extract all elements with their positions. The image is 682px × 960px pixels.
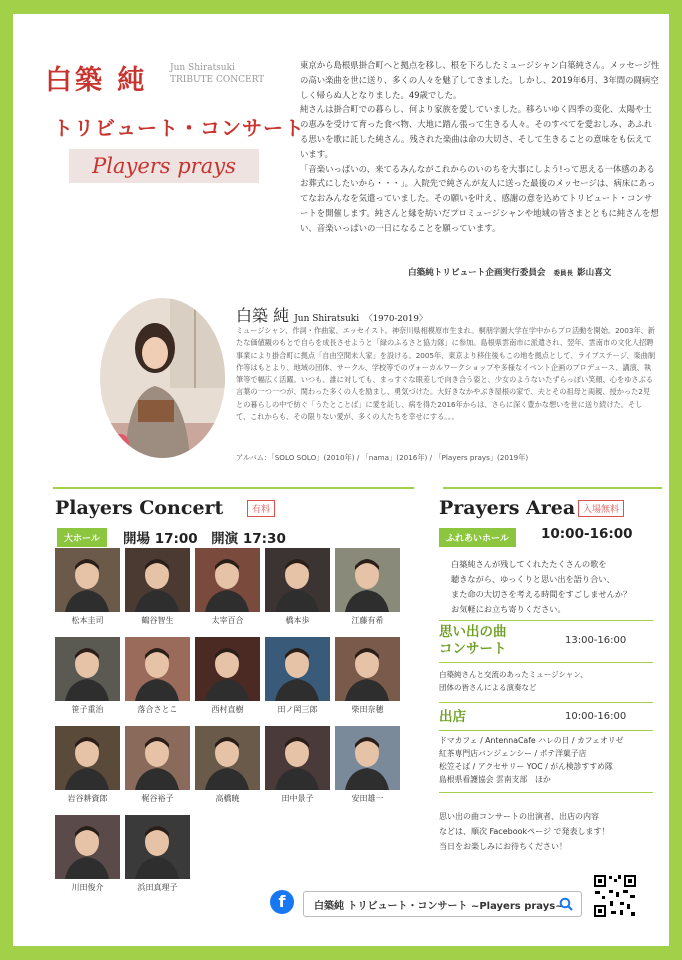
- facebook-search-bar[interactable]: [303, 891, 582, 917]
- facebook-search-text: 白築純 トリビュート・コンサート ~Players prays~: [314, 901, 564, 912]
- facebook-icon[interactable]: f: [270, 890, 294, 914]
- performer-name: 鶴谷智生: [141, 616, 174, 625]
- shop-line: 紅茶専門店バンジェンシー / ポテ洋菓子店: [439, 749, 587, 758]
- performer-photo: [195, 726, 260, 790]
- shops-title: 出店: [439, 709, 466, 725]
- facebook-note: [439, 809, 654, 854]
- shops-time: 10:00-16:00: [565, 711, 627, 722]
- prayers-intro-line: お気軽にお立ち寄りください。: [451, 604, 566, 614]
- chair-name: 影山喜文: [577, 268, 612, 278]
- note-line: などは、順次 Facebookページ で発表します！: [439, 827, 610, 836]
- script-title-banner: Players prays: [69, 149, 259, 183]
- intro-paragraph: 東京から島根県掛合町へと拠点を移し、根を下ろしたミュージシャン白築純さん。メッセージ性の高い楽曲を世に送り、多くの人々を魅了してきました。しかし、2019年6月、3年間の闘病空しく帰らぬ人となりました。49歳でした。: [300, 60, 660, 100]
- performer-photo: [125, 548, 190, 612]
- title-subtitle: トリビュート・コンサート: [53, 116, 305, 140]
- intro-paragraph: 「音楽いっぱいの、来てるみんながこれからのいのちを大事にしよう!って思える一体感のあるお葬式にしたいから・・・」。入院先で純さんが友人に送った最後のメッセージは、病床にあってなおみんなを気遣っていました。その願いを叶え、感謝の意を込めてトリビュート・コンサートを開催します。純さんと縁を紡いだプロミュージシャンや地域の皆さまとともに純さんを想い、音楽いっぱいの一日になることを願っています。: [300, 163, 659, 233]
- prayers-time: 10:00-16:00: [541, 526, 633, 542]
- performer-photo: [55, 726, 120, 790]
- performer-name: 田中景子: [281, 794, 314, 803]
- flyer-page: [13, 14, 669, 946]
- album-list: アルバム：「SOLO SOLO」(2010年) / 「nama」(2016年) / 「Players prays」(2019年): [236, 453, 529, 462]
- performer-photo: [265, 726, 330, 790]
- title-en-line2: TRIBUTE CONCERT: [170, 75, 265, 85]
- performer-photo: [335, 637, 400, 701]
- performer-photo: [125, 815, 190, 879]
- shops-top-rule: [439, 702, 653, 703]
- performer-photo: [265, 637, 330, 701]
- performer-photo: [335, 726, 400, 790]
- performer-photo: [195, 548, 260, 612]
- performer-name: 太宰百合: [211, 616, 244, 625]
- prayers-intro: [451, 557, 651, 617]
- note-line: 思い出の曲コンサートの出演者、出店の内容: [439, 812, 599, 821]
- performer-name: 西村直樹: [211, 705, 244, 714]
- performer-name: 柴田奈穂: [351, 705, 384, 714]
- qr-code[interactable]: [593, 874, 637, 918]
- intro-text: [300, 58, 660, 236]
- performer-name: 橋本歩: [285, 616, 310, 625]
- shops-list: [439, 734, 623, 786]
- memory-desc-line: 団体の皆さんによる演奏など: [439, 683, 537, 692]
- memory-title-line2: コンサート: [439, 641, 507, 657]
- performer-name: 岩谷耕資郎: [67, 794, 108, 803]
- performer-name: 江藤有希: [351, 616, 384, 625]
- memory-top-rule: [439, 620, 653, 621]
- performer-photo: [335, 548, 400, 612]
- title-name: 白築 純: [45, 65, 148, 96]
- shop-line: 松笠そば / アクセサリー YOC / がん検診すすめ隊: [439, 762, 613, 771]
- memory-time: 13:00-16:00: [565, 635, 627, 646]
- note-line: 当日をお楽しみにお待ちください！: [439, 842, 567, 851]
- performer-name: 笹子重治: [71, 705, 104, 714]
- performer-photo: [55, 815, 120, 879]
- shops-bottom-rule: [439, 792, 653, 793]
- memory-description: [439, 668, 588, 694]
- performer-name: 松本圭司: [71, 616, 104, 625]
- performer-photo: [125, 726, 190, 790]
- performer-photo: [55, 637, 120, 701]
- prayers-intro-line: 聴きながら、ゆっくりと思い出を語り合い、: [451, 574, 615, 584]
- performer-photo: [55, 548, 120, 612]
- prayers-venue-label: ふれあいホール: [439, 528, 516, 547]
- performer-photo: [195, 637, 260, 701]
- intro-paragraph: 純さんは掛合町での暮らし、何より家族を愛していました。移ろいゆく四季の変化、太陽や土の恵みを受けて育った食べ物、大地に踏ん張って生きる人々。そのすべてを愛おしみ、あふれる思いを歌に託した純さん。残された楽曲は命の大切さ、そして生きることの意味をも伝えています。: [300, 104, 653, 159]
- performer-name: 安田雄一: [351, 794, 384, 803]
- memory-title-line1: 思い出の曲: [439, 624, 507, 640]
- performer-photo: [125, 637, 190, 701]
- memory-desc-line: 白築純さんと交流のあったミュージシャン、: [439, 670, 588, 679]
- chair-role: 委員長: [553, 269, 574, 277]
- title-en-line1: Jun Shiratsuki: [170, 63, 235, 73]
- performer-name: 田ノ岡三郎: [277, 705, 318, 714]
- shop-line: 島根県看護協会 雲南支部 ほか: [439, 775, 551, 784]
- performer-name: 梶谷裕子: [141, 794, 174, 803]
- bio-name-en: Jun Shiratsuki: [294, 314, 360, 324]
- performer-name: 高橋暁: [215, 794, 240, 803]
- performer-name: 浜田真理子: [137, 883, 178, 892]
- bio-name: 白築 純: [236, 306, 290, 325]
- players-concert-title: Players Concert: [55, 497, 224, 519]
- performer-name: 落合さとこ: [137, 705, 178, 714]
- committee-name: 白築純トリビュート企画実行委員会: [408, 268, 546, 278]
- bio-years: 〈1970-2019〉: [364, 314, 428, 324]
- players-time: 開場 17:00 開演 17:30: [123, 531, 286, 547]
- shops-mid-rule: [439, 730, 653, 731]
- memory-mid-rule: [439, 662, 653, 663]
- title-english: [170, 62, 264, 86]
- performer-photo: [265, 548, 330, 612]
- bio-text: ミュージシャン、作詞・作曲家、エッセイスト。神奈川県相模原市生まれ。桐朋学園大学在学中からプロ活動を開始。2003年、新たな価値観のもとで自らを成長させようと「緑のふるさと協力隊」に参加。島根県雲南市に派遣され、翌年、雲南市の文化人招聘事業により掛合町に拠点「自由空間未人家」を設ける。2005年、東京より移住後もこの地を拠点として、ライブステージ、楽曲制作等はもとより、地域の団体、サークル、学校等でのヴォーカルワークショップや多様なイベント企画のプロデュース、講演、執筆等で幅広く活躍。いつも、誰に対しても、まっすぐな眼差しで向き合う姿と、少女のようないたずらっぽい笑顔、心をゆさぶる言葉の一つ一つが、関わった多くの人を励まし、勇気づけた。大好きなかやぶき屋根の家で、夫とその祖母と両親、授かった2児との暮らしの中で紡ぐ「うたとことば」に愛を託し、病を得た2016年からは、さらに深く豊かな想いを世に送り続けた。そして、これからも、その限りない愛が、多くの人たちを幸せにする。。。: [236, 326, 656, 422]
- players-concert-tag: 有料: [247, 500, 275, 517]
- search-icon[interactable]: [559, 897, 573, 911]
- prayers-intro-line: また命の大切さを考える時間をすごしませんか？: [451, 589, 632, 599]
- signature: [408, 266, 611, 278]
- prayers-intro-line: 白築純さんが残してくれたたくさんの歌を: [451, 559, 607, 569]
- prayers-area-tag: 入場無料: [578, 500, 624, 517]
- divider-left: [53, 487, 414, 489]
- performer-name: 川田俊介: [71, 883, 104, 892]
- portrait-photo: [100, 298, 225, 458]
- players-venue-label: 大ホール: [57, 528, 107, 547]
- bio-heading: [236, 303, 427, 326]
- memory-concert-title: [439, 624, 507, 658]
- divider-right: [443, 487, 662, 489]
- shop-line: ドマカフェ / AntennaCafe ハレの日 / カフェオリゼ: [439, 736, 624, 745]
- prayers-area-title: Prayers Area: [439, 497, 576, 519]
